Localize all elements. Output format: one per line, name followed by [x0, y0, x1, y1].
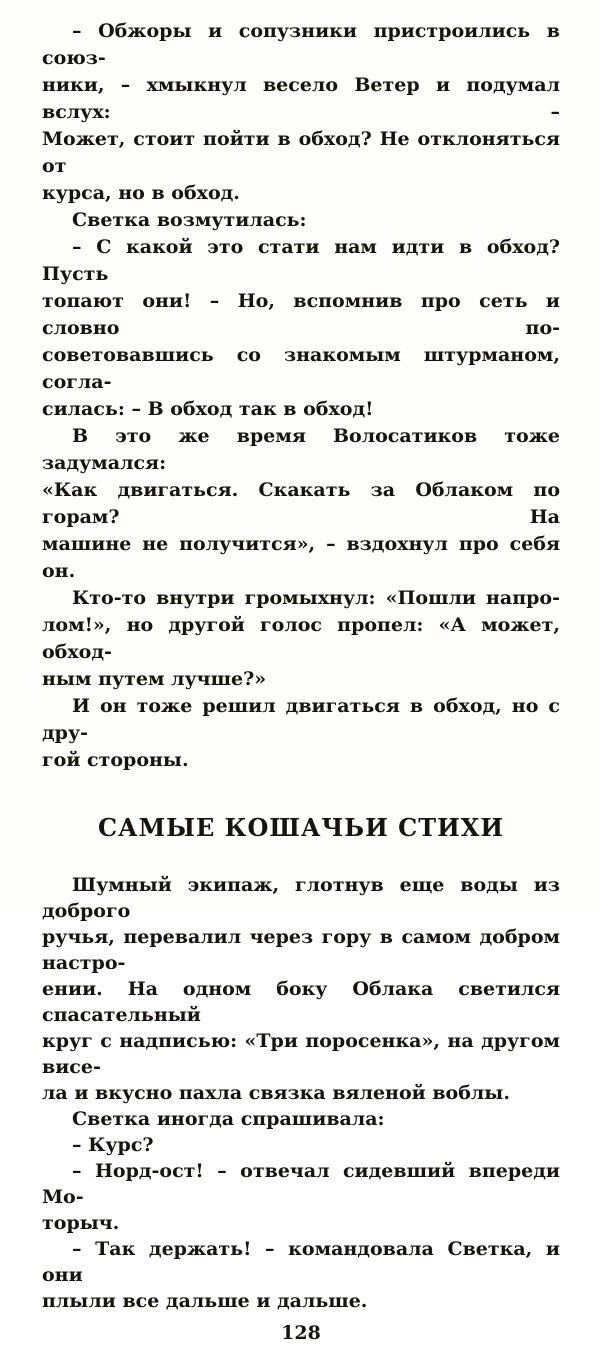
paragraph — [42, 234, 560, 423]
paragraph — [42, 1132, 560, 1158]
paragraph — [42, 1106, 560, 1132]
text-line: силась: – В обход так в обход! — [42, 398, 374, 420]
paragraph — [42, 423, 560, 585]
page-number: 128 — [281, 1322, 321, 1344]
text-section-after-heading — [42, 872, 560, 1314]
text-line: – Обжоры и сопузники пристроились в союз- — [42, 20, 560, 69]
chapter-title: САМЫЕ КОШАЧЬИ СТИХИ — [97, 813, 505, 842]
text-line: И он тоже решил двигаться в обход, но с дру- — [42, 695, 560, 744]
text-section-before-heading — [42, 18, 560, 774]
text-line: – Норд-ост! – отвечал сидевший впереди Мо- — [42, 1160, 560, 1208]
text-line: ники, – хмыкнул весело Ветер и подумал вслух: – — [42, 74, 560, 123]
text-line: ении. На одном боку Облака светился спасательный — [42, 978, 560, 1026]
text-line: топают они! – Но, вспомнив про сеть и словно по- — [42, 290, 560, 339]
paragraph — [42, 207, 560, 234]
text-line: гой стороны. — [42, 749, 189, 771]
text-line: ным путем лучше?» — [42, 668, 267, 690]
text-line: лом!», но другой голос пропел: «А может, обход- — [42, 614, 560, 663]
text-line: – С какой это стати нам идти в обход? Пусть — [42, 236, 560, 285]
text-line: машине не получится», – вздохнул про себя он. — [42, 533, 560, 582]
text-line: плыли все дальше и дальше. — [42, 1290, 368, 1312]
paragraph — [42, 1236, 560, 1314]
text-line: Светка иногда спрашивала: — [72, 1108, 385, 1130]
text-line: «Как двигаться. Скакать за Облаком по горам? На — [42, 479, 560, 528]
text-line: ручья, перевалил через гору в самом добром настро- — [42, 926, 560, 974]
text-line: торыч. — [42, 1212, 120, 1234]
text-line: круг с надписью: «Три поросенка», на другом висе- — [42, 1030, 560, 1078]
paragraph — [42, 18, 560, 207]
text-line: курса, но в обход. — [42, 182, 240, 204]
text-line: советовавшись со знакомым штурманом, согла- — [42, 344, 560, 393]
paragraph — [42, 693, 560, 774]
paragraph — [42, 1158, 560, 1236]
text-line: Светка возмутилась: — [72, 209, 307, 231]
text-line: Кто-то внутри громыхнул: «Пошли напро- — [72, 587, 560, 609]
paragraph — [42, 872, 560, 1106]
text-line: Может, стоит пойти в обход? Не отклоняться от — [42, 128, 560, 177]
text-line: Шумный экипаж, глотнув еще воды из доброго — [42, 874, 560, 922]
text-line: ла и вкусно пахла связка вяленой воблы. — [42, 1082, 510, 1104]
paragraph — [42, 585, 560, 693]
text-line: – Курс? — [72, 1134, 154, 1156]
text-line: – Так держать! – командовала Светка, и они — [42, 1238, 560, 1286]
text-line: В это же время Волосатиков тоже задумался: — [42, 425, 560, 474]
